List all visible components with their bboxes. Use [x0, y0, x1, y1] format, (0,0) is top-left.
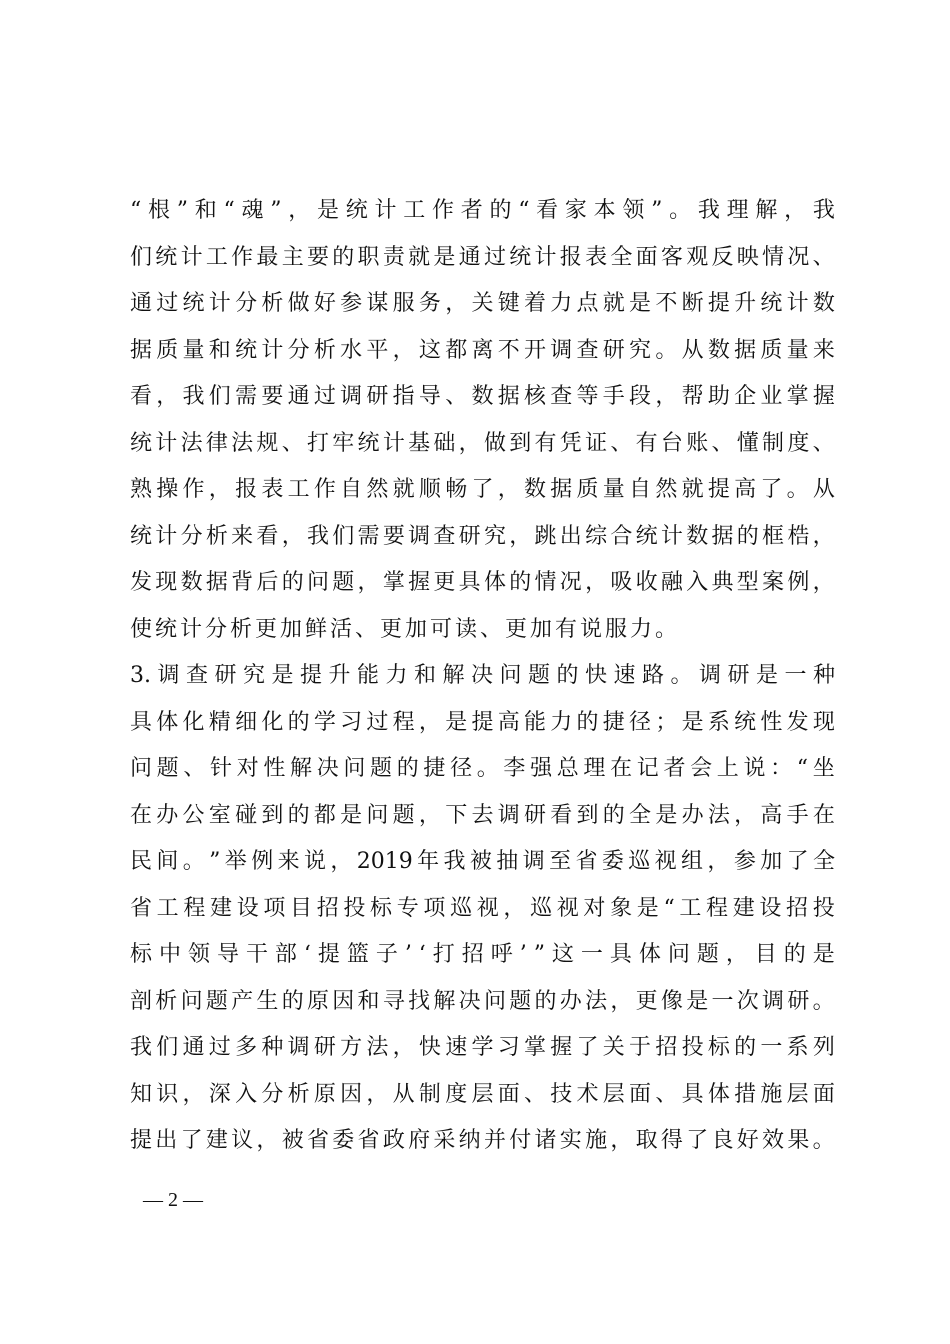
- page-number: — 2 —: [143, 1189, 203, 1211]
- text-line: 发 现 数 据 背 后 的 问 题 ， 掌 握 更 具 体 的 情 况 ， 吸 收 融 入 典 型 案 例 ，: [130, 570, 835, 595]
- text-line: 知 识 ， 深 入 分 析 原 因 ， 从 制 度 层 面 、 技 术 层 面 、 具 体 措 施 层 面: [130, 1081, 835, 1107]
- text-line: 们 统 计 工 作 最 主 要 的 职 责 就 是 通 过 统 计 报 表 全 面 客 观 反 映 情 况 、: [130, 244, 835, 270]
- text-line: 看 ， 我 们 需 要 通 过 调 研 指 导 、 数 据 核 查 等 手 段 ， 帮 助 企 业 掌 握: [130, 384, 835, 409]
- text-line: 3. 调 查 研 究 是 提 升 能 力 和 解 决 问 题 的 快 速 路 。 调 研 是 一 种: [130, 663, 835, 688]
- text-line: 在 办 公 室 碰 到 的 都 是 问 题 ， 下 去 调 研 看 到 的 全 是 办 法 ， 高 手 在: [130, 802, 835, 828]
- text-line: 统 计 分 析 来 看 ， 我 们 需 要 调 查 研 究 ， 跳 出 综 合 统 计 数 据 的 框 梏 ，: [130, 523, 835, 549]
- text-line: 民 间 。 ” 举 例 来 说 ， 2019 年 我 被 抽 调 至 省 委 巡 视 组 ， 参 加 了 全: [130, 849, 835, 874]
- text-line: 剖 析 问 题 产 生 的 原 因 和 寻 找 解 决 问 题 的 办 法 ， 更 像 是 一 次 调 研 。: [130, 988, 835, 1014]
- text-line: 使统计分析更加鲜活、更加可读、更加有说服力。: [130, 616, 681, 642]
- text-line: 我 们 通 过 多 种 调 研 方 法 ， 快 速 学 习 掌 握 了 关 于 招 投 标 的 一 系 列: [130, 1035, 835, 1060]
- text-line: “ 根 ” 和 “ 魂 ” ， 是 统 计 工 作 者 的 “ 看 家 本 领 ” 。 我 理 解 ， 我: [130, 198, 835, 223]
- text-line: 熟 操 作 ， 报 表 工 作 自 然 就 顺 畅 了 ， 数 据 质 量 自 然 就 提 高 了 。 从: [130, 477, 835, 502]
- text-line: 标 中 领 导 干 部 ‘ 提 篮 子 ’ ‘ 打 招 呼 ’ ” 这 一 具 体 问 题 ， 目 的 是: [130, 942, 835, 967]
- text-line: 问 题 、 针 对 性 解 决 问 题 的 捷 径 。 李 强 总 理 在 记 者 会 上 说 ： “ 坐: [130, 756, 835, 781]
- text-line: 统 计 法 律 法 规 、 打 牢 统 计 基 础 ， 做 到 有 凭 证 、 有 台 账 、 懂 制 度 、: [130, 430, 835, 456]
- text-line: 提 出 了 建 议 ， 被 省 委 省 政 府 采 纳 并 付 诸 实 施 ， 取 得 了 良 好 效 果 。: [130, 1128, 835, 1153]
- text-line: 通 过 统 计 分 析 做 好 参 谋 服 务 ， 关 键 着 力 点 就 是 不 断 提 升 统 计 数: [130, 291, 835, 316]
- text-line: 据 质 量 和 统 计 分 析 水 平 ， 这 都 离 不 开 调 查 研 究 。 从 数 据 质 量 来: [130, 337, 835, 363]
- text-line: 省 工 程 建 设 项 目 招 投 标 专 项 巡 视 ， 巡 视 对 象 是 “ 工 程 建 设 招 投: [130, 895, 835, 921]
- body-text: [130, 188, 835, 1165]
- text-line: 具 体 化 精 细 化 的 学 习 过 程 ， 是 提 高 能 力 的 捷 径 ； 是 系 统 性 发 现: [130, 709, 835, 735]
